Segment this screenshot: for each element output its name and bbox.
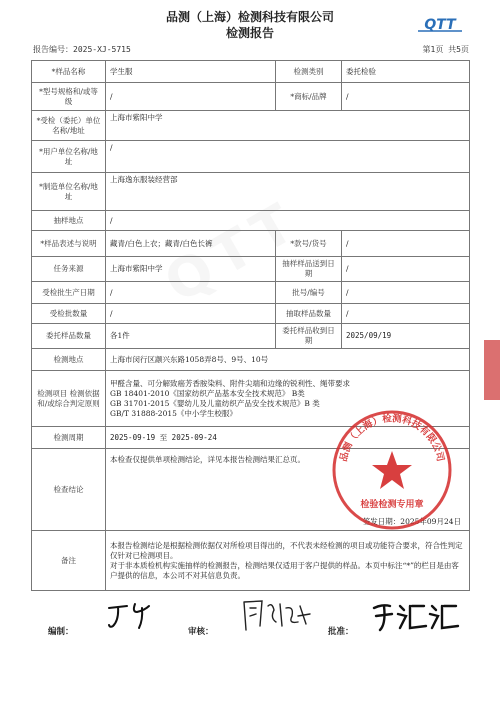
inspected-unit-value: 上海市紫阳中学 (106, 111, 470, 141)
batch-qty-label: 受检批数量 (32, 304, 106, 324)
table-row (32, 141, 470, 173)
style-no-label: *款号/货号 (276, 231, 342, 257)
test-site-label: 检测地点 (32, 349, 106, 371)
sampled-qty-label: 抽取样品数量 (276, 304, 342, 324)
remarks-line: 本报告检测结论是根据检测依据仅对所检项目得出的，不代表未经检测的项目或功能符合要求，符合性判定仅针对已检测项目。 (110, 540, 463, 560)
manufacturer-value: 上海逸东服装经营部 (106, 173, 470, 211)
basis-line: 甲醛含量、可分解致癌芳香胺染料、附件尖端和边缘的锐利性、绳带要求 (110, 378, 350, 388)
reviewer-signature (240, 596, 312, 634)
user-unit-label: *用户单位名称/地址 (32, 141, 106, 173)
company-name: 品测（上海）检测科技有限公司 (165, 10, 334, 24)
svg-text:QTT: QTT (424, 17, 456, 33)
svg-text:检验检测专用章: 检验检测专用章 (360, 500, 424, 510)
editor-label: 编制： (48, 627, 74, 637)
entrusted-qty-value: 各1件 (106, 324, 276, 349)
table-row (32, 61, 470, 83)
model-value: / (106, 83, 276, 111)
table-row (32, 304, 470, 324)
sampling-site-label: 抽样地点 (32, 211, 106, 231)
conclusion-text: 本检查仅提供单项检测结论，详见本报告检测结果汇总页。 (110, 455, 305, 464)
approver-signature (370, 598, 460, 634)
test-category-label: 检测类别 (276, 61, 342, 83)
document-title: 检测报告 (225, 26, 274, 40)
brand-label: *商标/品牌 (276, 83, 342, 111)
table-row (32, 531, 470, 591)
batch-qty-value: / (106, 304, 276, 324)
sample-desc-value: 藏青/白色上衣；藏青/白色长裤 (106, 231, 276, 257)
entrusted-qty-label: 委托样品数量 (32, 324, 106, 349)
inspected-unit-label: *受检（委托）单位名称/地址 (32, 111, 106, 141)
sampled-qty-value: / (342, 304, 470, 324)
brand-value: / (342, 83, 470, 111)
page-indicator: 第1页 共5页 (422, 45, 469, 54)
basis-line: GB 31701-2015《婴幼儿及儿童纺织产品安全技术规范》B 类 (110, 398, 320, 408)
table-row (32, 282, 470, 304)
sampling-site-value: / (106, 211, 470, 231)
period-value: 2025-09-19 至 2025-09-24 (106, 427, 470, 449)
received-date-label: 委托样品收到日期 (276, 324, 342, 349)
conclusion-label: 检查结论 (32, 449, 106, 531)
issue-date: 签发日期：2025年09月24日 (362, 517, 461, 526)
sample-arrival-label: 抽样样品送到日期 (276, 257, 342, 282)
sample-name-value: 学生服 (106, 61, 276, 83)
period-label: 检测周期 (32, 427, 106, 449)
user-unit-value: / (106, 141, 470, 173)
basis-label: 检测项目 检测依据和/或综合判定原则 (32, 371, 106, 427)
table-row (32, 83, 470, 111)
test-site-value: 上海市闵行区颛兴东路1058弄8号、9号、10号 (106, 349, 470, 371)
batch-date-label: 受检批生产日期 (32, 282, 106, 304)
task-source-label: 任务来源 (32, 257, 106, 282)
basis-line: GB 18401-2010《国家纺织产品基本安全技术规范》 B类 (110, 388, 305, 398)
batch-no-label: 批号/编号 (276, 282, 342, 304)
manufacturer-label: *制造单位名称/地址 (32, 173, 106, 211)
company-logo (416, 14, 464, 34)
official-seal (327, 405, 457, 535)
side-seal-fragment (484, 340, 500, 400)
sample-name-label: *样品名称 (32, 61, 106, 83)
remarks-value (106, 531, 470, 591)
table-row (32, 211, 470, 231)
test-category-value: 委托检验 (342, 61, 470, 83)
table-row (32, 349, 470, 371)
table-row (32, 324, 470, 349)
table-row (32, 257, 470, 282)
svg-text:品测（上海）检测科技有限公司: 品测（上海）检测科技有限公司 (338, 413, 446, 463)
task-source-value: 上海市紫阳中学 (106, 257, 276, 282)
basis-line: GB/T 31888-2015《中小学生校服》 (110, 408, 237, 418)
reviewer-label: 审核： (188, 627, 214, 637)
table-row (32, 173, 470, 211)
table-row (32, 111, 470, 141)
approver-label: 批准： (328, 627, 354, 637)
batch-no-value: / (342, 282, 470, 304)
editor-signature (105, 598, 155, 632)
model-label: *型号规格和/或等级 (32, 83, 106, 111)
style-no-value: / (342, 231, 470, 257)
remarks-line: 对于非本质检机构实施抽样的检测报告，检测结果仅适用于客户提供的样品。本页中标注“*”的栏目是由客户提供的信息，本公司不对其信息负责。 (110, 560, 459, 580)
received-date-value: 2025/09/19 (342, 324, 470, 349)
sample-desc-label: *样品表述与说明 (32, 231, 106, 257)
batch-date-value: / (106, 282, 276, 304)
report-number: 报告编号：2025-XJ-5715 (33, 45, 131, 54)
table-row (32, 231, 470, 257)
sample-arrival-value: / (342, 257, 470, 282)
remarks-label: 备注 (32, 531, 106, 591)
